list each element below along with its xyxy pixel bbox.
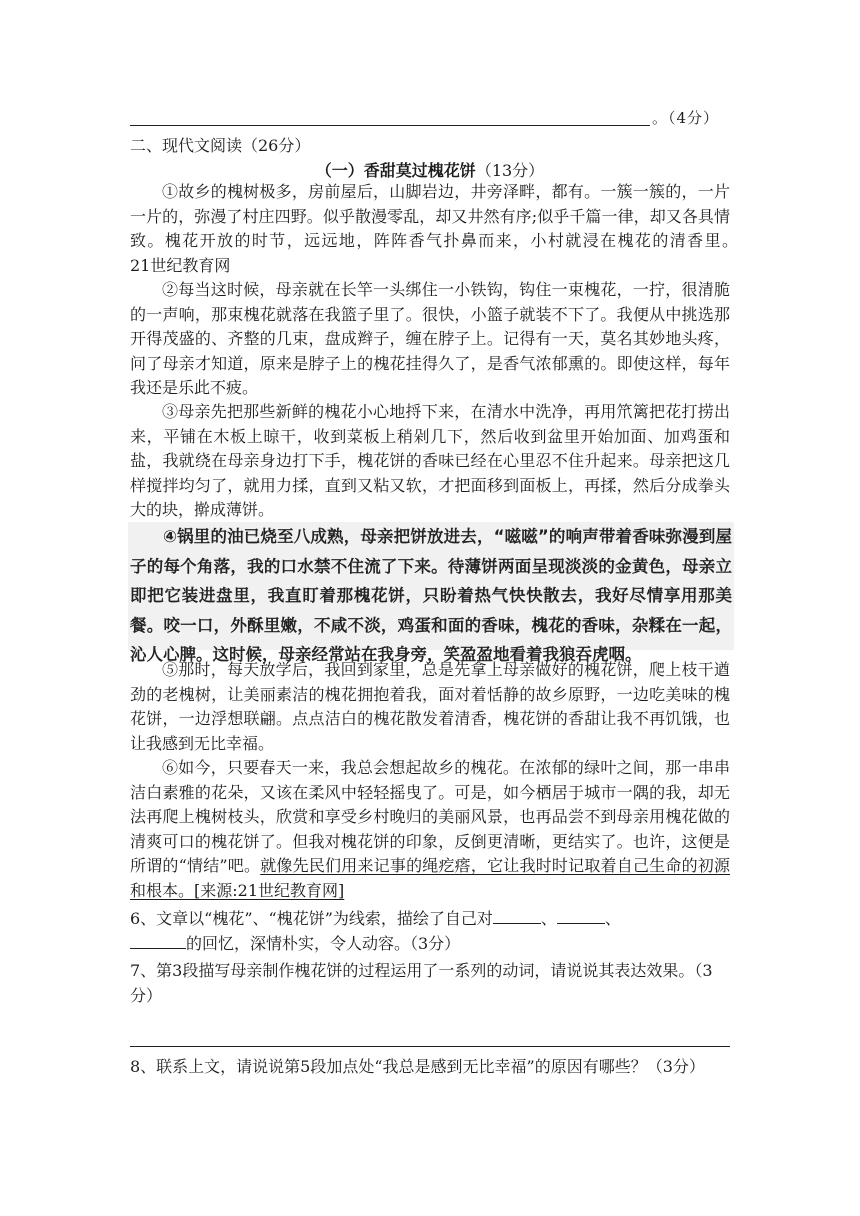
question-6-text-b: 的回忆，深情朴实，令人动容。（3分）	[186, 934, 461, 953]
paragraph-6-source-note: [来源:21世纪教育网]	[194, 880, 345, 900]
paragraph-6-underlined-sentence: 就像先民们用来记事的绳疙瘩，它让我时时记取着自己生命的初源和根本。	[130, 856, 730, 900]
question-6-text-a: 6、文章以“槐花”、“槐花饼”为线索，描绘了自己对	[130, 909, 493, 928]
paragraph-1: ①故乡的槐树极多，房前屋后，山脚岩边，井旁泽畔，都有。一簇一簇的，一片一片的，弥漫了村庄四野。似乎散漫零乱，却又井然有序;似乎千篇一律，却又各具情致。槐花开放的时节，远远地，阵阵香气扑鼻而来，小村就浸在槐花的清香里。 21世纪教育网	[130, 182, 763, 275]
paragraph-3: ③母亲先把那些新鲜的槐花小心地捋下来，在清水中洗净，再用笊篱把花打捞出来，平铺在木板上晾干，收到菜板上稍剁几下，然后收到盆里开始加面、加鸡蛋和盐，我就绕在母亲身边打下手，槐花饼的香味已经在心里忍不住升起来。母亲把这几样搅拌均匀了，就用力揉，直到又粘又软，才把面移到面板上，再揉，然后分成拳头大的块，擀成薄饼。	[130, 402, 730, 520]
paragraph-6-text: ⑥如今，只要春天一来，我总会想起故乡的槐花。在浓郁的绿叶之间，那一串串洁白素雅的花朵，又该在柔风中轻轻摇曳了。可是，如今栖居于城市一隅的我，却无法再爬上槐树枝头，欣赏和享受乡村晚归的美丽风景，也再品尝不到母亲用槐花做的清爽可口的槐花饼了。但我对槐花饼的印象，反倒更清晰，更结实了。也许，这便是所谓的“情结”吧。	[130, 758, 730, 876]
previous-question-score: 。（4分）	[652, 109, 720, 127]
paragraph-4-highlighted: ④锅里的油已烧至八成熟，母亲把饼放进去，“嗞嗞”的响声带着香味弥漫到屋子的每个角落，我的口水禁不住流了下来。待薄饼两面呈现淡淡的金黄色，母亲立即把它装进盘里，我直盯着那槐花饼，只盼着热气快快散去，我好尽情享用那美餐。咬一口，外酥里嫩，不咸不淡，鸡蛋和面的香味，槐花的香味，杂糅在一起，沁人心脾。这时候，母亲经常站在我身旁，笑盈盈地看着我狼吞虎咽。	[128, 522, 734, 650]
article-title-text: （一）香甜莫过槐花饼	[315, 161, 476, 180]
answer-blank-line	[130, 125, 650, 126]
question-6-blank-2[interactable]	[557, 907, 605, 924]
article-title-score: （13分）	[475, 161, 545, 180]
question-6-separator-2: 、	[604, 909, 621, 928]
previous-answer-line	[0, 107, 860, 133]
section-heading: 二、现代文阅读（26分）	[130, 136, 311, 155]
question-6	[130, 906, 730, 956]
paragraph-6	[130, 756, 730, 904]
question-6-separator-1: 、	[540, 909, 557, 928]
question-7: 7、第3段描写母亲制作槐花饼的过程运用了一系列的动词，请说说其表达效果。（3分）	[130, 961, 713, 1005]
article-title	[130, 158, 730, 181]
question-6-blank-1[interactable]	[493, 907, 541, 924]
question-7-answer-line[interactable]	[130, 1046, 730, 1047]
question-8: 8、联系上文，请说说第5段加点处“我总是感到无比幸福”的原因有哪些？（3分）	[130, 1057, 705, 1076]
paragraph-2: ②每当这时候，母亲就在长竿一头绑住一小铁钩，钩住一束槐花，一拧，很清脆的一声响，那束槐花就落在我篮子里了。很快，小篮子就装不下了。我便从中挑选那开得茂盛的、齐整的几束，盘成辫子，缠在脖子上。记得有一天，莫名其妙地头疼，问了母亲才知道，原来是脖子上的槐花挂得久了，是香气浓郁熏的。即使这样，每年我还是乐此不疲。	[130, 280, 730, 398]
question-6-blank-3[interactable]	[130, 932, 186, 949]
paragraph-5: ⑤那时，每天放学后，我回到家里，总是先拿上母亲做好的槐花饼，爬上枝干遒劲的老槐树，让美丽素洁的槐花拥抱着我，面对着恬静的故乡原野，一边吃美味的槐花饼，一边浮想联翩。点点洁白的槐花散发着清香，槐花饼的香甜让我不再饥饿，也让我感到无比幸福。	[130, 660, 730, 753]
